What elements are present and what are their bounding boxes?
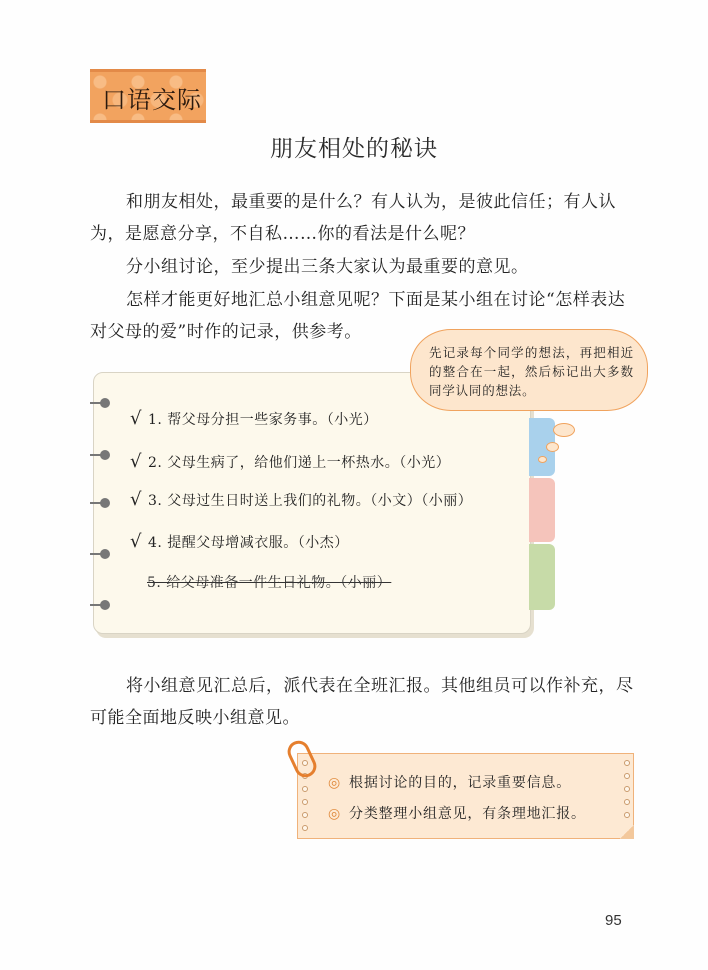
tip-item: [328, 772, 571, 792]
notebook-ring: [90, 498, 112, 508]
notebook-item-text: 3. 父母过生日时送上我们的礼物。（小文）（小丽）: [147, 493, 473, 509]
check-mark-icon: √: [130, 408, 142, 429]
bubble-puff: [546, 442, 559, 452]
card-binding-holes: [624, 760, 630, 825]
notebook-ring: [90, 549, 112, 559]
section-label: 口语交际: [102, 86, 202, 114]
lesson-title: 朋友相处的秘诀: [270, 136, 438, 162]
bubble-note: 先记录每个同学的想法，再把相近的整合在一起，然后标记出大多数同学认同的想法。: [429, 345, 634, 398]
notebook-item-struck: [147, 572, 391, 592]
tip-item: [328, 803, 586, 823]
notebook-item: [130, 408, 378, 429]
notebook-ring: [90, 450, 112, 460]
method-paragraph: 怎样才能更好地汇总小组意见呢？下面是某小组在讨论“怎样表达对父母的爱”时作的记录，供参考。: [90, 290, 626, 342]
notebook-item: [130, 489, 472, 510]
bullet-icon: ◎: [328, 806, 342, 822]
notebook-item: [130, 531, 349, 552]
tip-text: 分类整理小组意见，有条理地汇报。: [349, 806, 586, 822]
intro-paragraph: 和朋友相处，最重要的是什么？有人认为，是彼此信任；有人认为，是愿意分享，不自私……你的看法是什么呢？: [90, 192, 616, 244]
page-number: 95: [605, 912, 622, 929]
notebook-tab-pink: [529, 478, 555, 542]
notebook-item-text: 1. 帮父母分担一些家务事。（小光）: [147, 412, 378, 428]
tips-card: [297, 753, 634, 839]
check-mark-icon: √: [130, 531, 142, 552]
thought-bubble: [410, 329, 648, 411]
notebook-tab-green: [529, 544, 555, 610]
bubble-puff: [553, 423, 575, 437]
notebook-ring: [90, 600, 112, 610]
bullet-icon: ◎: [328, 775, 342, 791]
notebook-item: [130, 451, 450, 472]
notebook-item-text: 4. 提醒父母增减衣服。（小杰）: [147, 535, 349, 551]
notebook-item-text: 2. 父母生病了，给他们递上一杯热水。（小光）: [147, 455, 451, 471]
notebook-item-text: 5. 给父母准备一件生日礼物。（小丽）: [147, 575, 392, 591]
card-fold-corner: [620, 825, 634, 839]
bubble-puff: [538, 456, 547, 463]
notebook-ring: [90, 398, 112, 408]
check-mark-icon: √: [130, 489, 142, 510]
task-paragraph: 分小组讨论，至少提出三条大家认为最重要的意见。: [126, 257, 529, 277]
report-paragraph: 将小组意见汇总后，派代表在全班汇报。其他组员可以作补充，尽可能全面地反映小组意见。: [90, 676, 634, 728]
check-mark-icon: √: [130, 451, 142, 472]
tip-text: 根据讨论的目的，记录重要信息。: [349, 775, 572, 791]
section-badge: [90, 69, 206, 123]
